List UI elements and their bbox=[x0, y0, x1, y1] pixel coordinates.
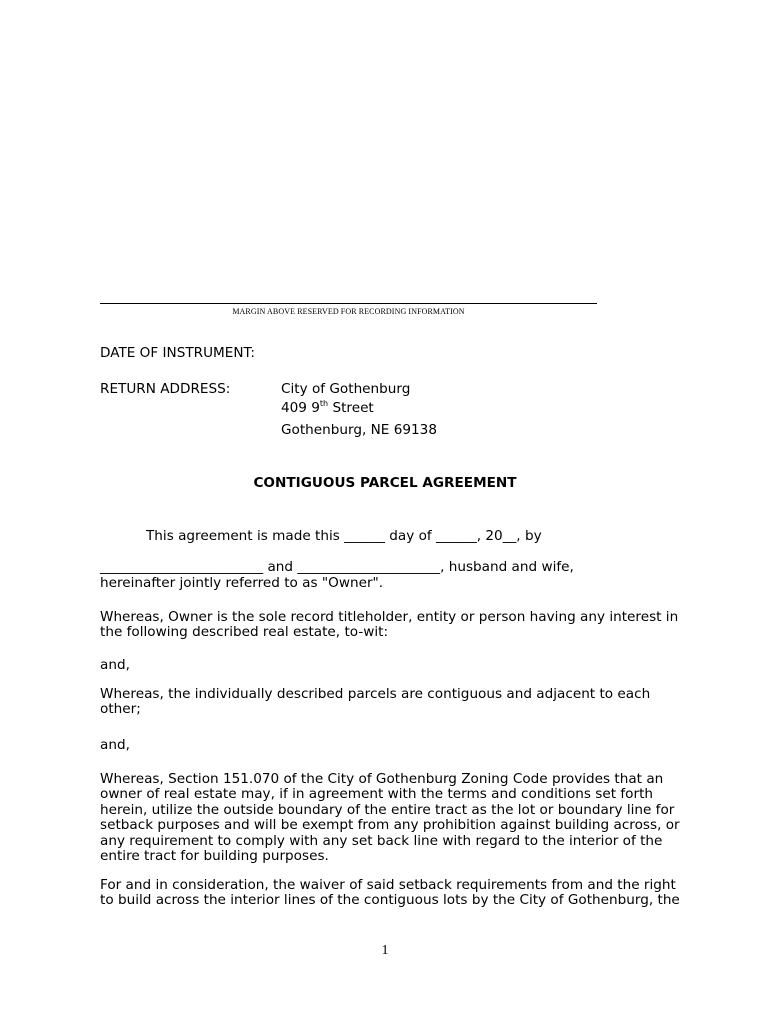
intro-line-1: This agreement is made this ______ day of ______, 20__, by bbox=[146, 528, 542, 544]
address-line-3: Gothenburg, NE 69138 bbox=[281, 422, 437, 438]
street-name: Street bbox=[328, 400, 374, 416]
recording-margin-rule bbox=[100, 303, 597, 304]
recording-margin-note: MARGIN ABOVE RESERVED FOR RECORDING INFORMATION bbox=[232, 307, 465, 316]
and-connector-1: and, bbox=[100, 657, 130, 673]
street-ordinal-suffix: th bbox=[319, 399, 329, 408]
document-title: CONTIGUOUS PARCEL AGREEMENT bbox=[253, 475, 517, 491]
consideration-paragraph: For and in consideration, the waiver of said setback requirements from and the right to build across the interior lines of the contiguous lots by the City of Gothenburg, the bbox=[100, 877, 680, 909]
date-of-instrument-label: DATE OF INSTRUMENT: bbox=[100, 345, 255, 361]
address-line-1: City of Gothenburg bbox=[281, 381, 411, 397]
address-line-2 bbox=[281, 400, 374, 416]
intro-line-3: hereinafter jointly referred to as "Owner". bbox=[100, 575, 384, 591]
intro-line-2: ________________________ and _____________________, husband and wife, bbox=[100, 559, 574, 575]
and-connector-2: and, bbox=[100, 737, 130, 753]
page-number: 1 bbox=[381, 943, 389, 958]
return-address-label: RETURN ADDRESS: bbox=[100, 381, 231, 397]
whereas-paragraph-3: Whereas, Section 151.070 of the City of Gothenburg Zoning Code provides that an owner of real estate may, if in agreement with the terms and conditions set forth herein, utilize the outside boundary of the entire tract as the lot or boundary line for setback purposes and will be exempt from any prohibition against building across, or any requirement to comply with any set back line with regard to the interior of the entire tract for building purposes. bbox=[100, 771, 680, 865]
street-number: 409 9 bbox=[281, 400, 320, 416]
whereas-paragraph-1: Whereas, Owner is the sole record titleholder, entity or person having any interest in the following described real estate, to-wit: bbox=[100, 609, 679, 641]
whereas-paragraph-2: Whereas, the individually described parcels are contiguous and adjacent to each other; bbox=[100, 686, 651, 718]
